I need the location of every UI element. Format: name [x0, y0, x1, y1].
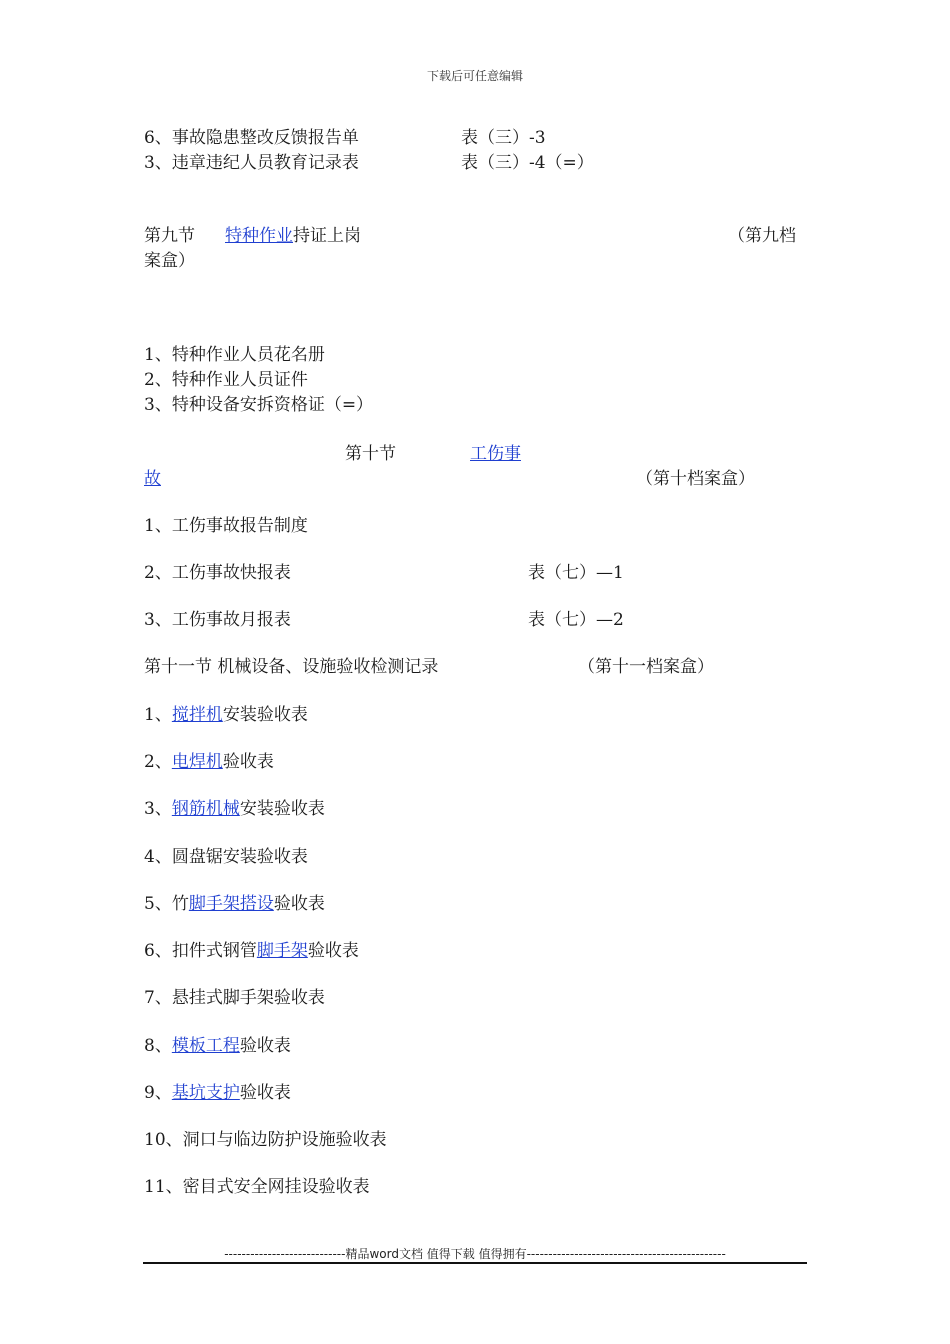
item-text: 验收表 [222, 752, 274, 772]
form-code: 表（七）—1 [528, 563, 624, 583]
list-item [144, 751, 274, 773]
form-code: 表（三）-4（=） [461, 153, 594, 173]
list-item [144, 798, 325, 820]
archive-box-label-cont: 案盒） [144, 251, 195, 271]
section-number: 第九节 [144, 226, 195, 246]
list-item: 2、特种作业人员证件 [144, 370, 308, 390]
list-item [144, 1129, 387, 1151]
list-item: 3、违章违纪人员教育记录表 [144, 153, 359, 173]
item-text: 验收表 [307, 941, 359, 961]
link-scaffold[interactable]: 脚手架 [256, 941, 308, 961]
item-number: 2、 [144, 752, 172, 772]
link-work-injury-cont[interactable]: 故 [144, 469, 161, 489]
section-title: 持证上岗 [293, 226, 361, 246]
archive-box-label: （第十一档案盒） [578, 657, 714, 677]
item-number: 1、 [144, 705, 172, 725]
list-item [144, 846, 308, 868]
item-text: 竹 [171, 894, 189, 914]
link-formwork[interactable]: 模板工程 [171, 1036, 240, 1056]
item-text: 悬挂式脚手架验收表 [171, 988, 325, 1008]
item-number: 6、 [144, 941, 172, 961]
item-text: 安装验收表 [222, 705, 308, 725]
link-mixer[interactable]: 搅拌机 [171, 705, 223, 725]
list-item [144, 940, 359, 962]
list-item: 1、工伤事故报告制度 [144, 516, 308, 536]
list-item [144, 893, 325, 915]
page-footer: ----------------------------精品word文档 值得下载 值得拥有---------------------------------------------- [224, 1247, 726, 1261]
item-number: 3、 [144, 799, 172, 819]
footer-rule [143, 1262, 807, 1264]
item-number: 5、 [144, 894, 172, 914]
link-rebar-machinery[interactable]: 钢筋机械 [171, 799, 240, 819]
archive-box-label: （第十档案盒） [636, 469, 755, 489]
item-number: 7、 [144, 988, 172, 1008]
link-special-operation[interactable]: 特种作业 [225, 226, 293, 246]
item-number: 9、 [144, 1083, 172, 1103]
item-text: 验收表 [273, 894, 325, 914]
list-item: 3、工伤事故月报表 [144, 610, 291, 630]
link-foundation-support[interactable]: 基坑支护 [171, 1083, 240, 1103]
item-text: 验收表 [239, 1036, 291, 1056]
section-9-heading [144, 225, 361, 247]
item-number: 11、 [144, 1177, 183, 1197]
item-text: 圆盘锯安装验收表 [171, 847, 308, 867]
page-header: 下载后可任意编辑 [426, 69, 523, 83]
item-text: 安装验收表 [239, 799, 325, 819]
list-item [144, 987, 325, 1009]
item-text: 密目式安全网挂设验收表 [182, 1177, 370, 1197]
list-item [144, 1035, 291, 1057]
list-item [144, 1082, 291, 1104]
form-code: 表（三）-3 [461, 128, 546, 148]
item-text: 扣件式钢管 [171, 941, 257, 961]
list-item [144, 704, 308, 726]
section-10-number: 第十节 [345, 444, 396, 464]
list-item: 6、事故隐患整改反馈报告单 [144, 128, 359, 148]
item-number: 4、 [144, 847, 172, 867]
list-item: 1、特种作业人员花名册 [144, 345, 325, 365]
link-welder[interactable]: 电焊机 [171, 752, 223, 772]
section-11-heading: 第十一节 机械设备、设施验收检测记录 [144, 657, 439, 677]
item-text: 洞口与临边防护设施验收表 [182, 1130, 387, 1150]
item-text: 验收表 [239, 1083, 291, 1103]
link-work-injury[interactable]: 工伤事 [470, 444, 521, 464]
list-item [144, 1176, 370, 1198]
item-number: 10、 [144, 1130, 183, 1150]
link-scaffold-erection[interactable]: 脚手架搭设 [188, 894, 274, 914]
list-item: 2、工伤事故快报表 [144, 563, 291, 583]
archive-box-label: （第九档 [728, 226, 796, 246]
list-item: 3、特种设备安拆资格证（=） [144, 395, 374, 415]
form-code: 表（七）—2 [528, 610, 624, 630]
item-number: 8、 [144, 1036, 172, 1056]
